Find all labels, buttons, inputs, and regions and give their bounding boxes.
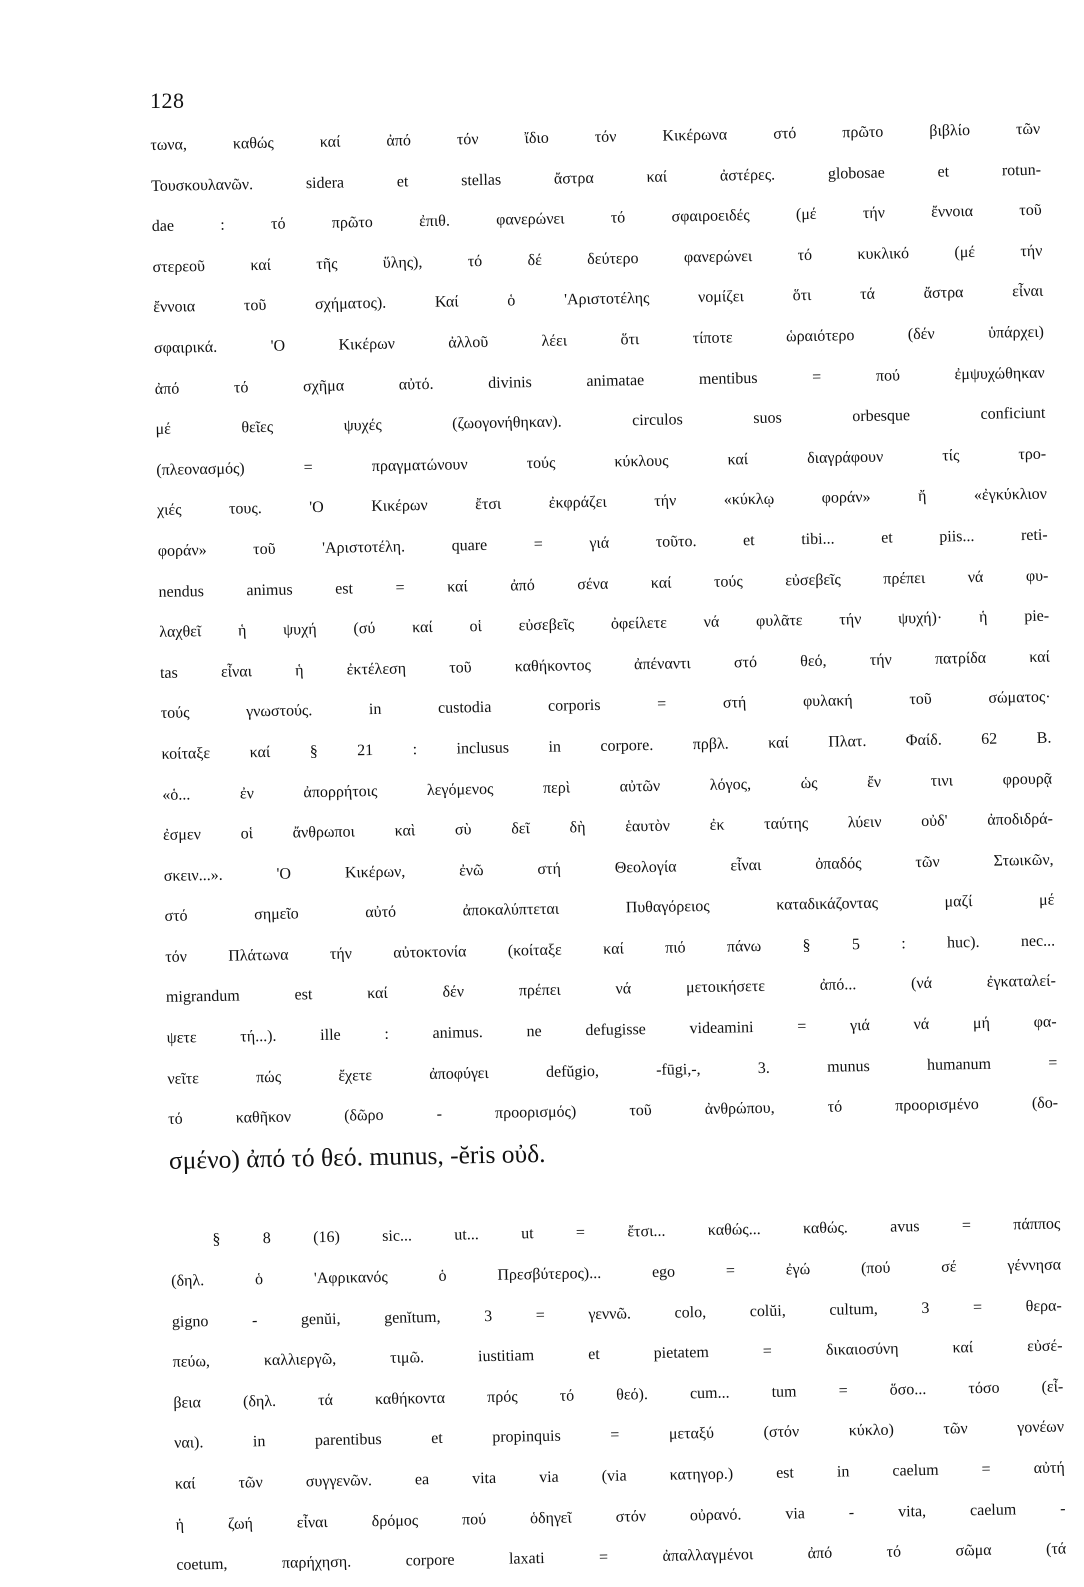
text-line: ἐσμεν οἱ ἄνθρωποι καὶ σὺ δεῖ δὴ ἑαυτὸν ἐκ ταύτης λύειν οὐδ' ἀποδιδρά- [162,810,1054,844]
text-line: coetum, παρήχηση. corpore laxati = ἀπαλλαγμένοι ἀπό τό σῶμα (τά [176,1540,1067,1574]
text-line: (δηλ. ὁ 'Αφρικανός ὁ Πρεσβύτερος)... ego = ἐγώ (πού σέ γέννησα [171,1256,1062,1290]
text-line: tas εἶναι ἡ ἐκτέλεση τοῦ καθήκοντος ἀπέναντι στό θεό, τήν πατρίδα καί [159,648,1051,682]
text-line: τό καθῆκον (δῶρο - προορισμός) τοῦ ἀνθρώπου, τό προορισμένο (δο- [168,1094,1059,1129]
text-line: «ὁ... ἐν ἀπορρήτοις λεγόμενος περὶ αὐτῶν λόγος, ὡς ἔν τινι φρουρᾷ [162,770,1053,804]
text-line: gigno - genŭi, genĭtum, 3 = γεννῶ. colo, colŭi, cultum, 3 = θερα- [171,1297,1062,1331]
text-line: κοίταξε καί § 21 : inclusus in corpore. πρβλ. καί Πλατ. Φαίδ. 62 Β. [161,729,1052,763]
text-line: dae : τό πρῶτο ἐπιθ. φανερώνει τό σφαιροειδές (μέ τήν ἔννοια τοῦ [151,201,1042,236]
paragraph-2 [170,1205,1067,1587]
text-line: πεύω, καλλιεργῶ, τιμῶ. iustitiam et pietatem = δικαιοσύνη καί εὐσέ- [172,1337,1063,1372]
text-line: τούς γνωστούς. in custodia corporis = στή φυλακή τοῦ σώματος· [160,688,1051,723]
text-line: σμένο) ἀπό τό θεό. munus, -ĕris οὐδ. [168,1138,546,1175]
text-line: ψετε τή...). ille : animus. ne defugisse videamini = γιά νά μή φα- [166,1013,1057,1047]
text-line: migrandum est καί δέν πρέπει νά μετοικήσετε ἀπό... (νά ἐγκαταλεί- [165,973,1056,1007]
text-line: χιές τους. 'Ο Κικέρων ἔτσι ἐκφράζει τήν «κύκλῳ φοράν» ἤ «ἐγκύκλιον [156,485,1048,520]
text-line: λαχθεῖ ἡ ψυχή (σύ καί οἱ εὐσεβεῖς ὀφείλετε νά φυλᾶτε τήν ψυχή)· ἡ pie- [159,607,1050,642]
text-line: ναι). in parentibus et propinquis = μεταξύ (στόν κύκλο) τῶν γονέων [173,1418,1065,1453]
text-line: ἔννοια τοῦ σχήματος). Καί ὁ 'Αριστοτέλης νομίζει ὅτι τά ἄστρα εἶναι [153,283,1044,317]
text-line: nendus animus est = καί ἀπό σένα καί τούς εὐσεβεῖς πρέπει νά φυ- [158,567,1049,601]
text-line: (πλεονασμός) = πραγματώνουν τούς κύκλους καί διαγράφουν τίς τρο- [156,445,1047,479]
text-line: καί τῶν συγγενῶν. ea vita via (via κατηγορ.) est in caelum = αὐτή [174,1459,1065,1493]
text-line: σφαιρικά. 'Ο Κικέρων ἀλλοῦ λέει ὅτι τίποτε ὡραιότερο (δέν ὑπάρχει) [153,323,1045,357]
body-text [150,110,1067,1587]
text-line: Τουσκουλανῶν. sidera et stellas ἄστρα καί ἀστέρες. globosae et rotun- [150,161,1042,195]
text-line: τωνα, καθώς καί ἀπό τόν ἴδιο τόν Κικέρωνα στό πρῶτο βιβλίο τῶν [150,120,1041,154]
paragraph-1 [150,110,1059,1182]
text-line: τόν Πλάτωνα τήν αὐτοκτονία (κοίταξε καί πιό πάνω § 5 : huc). nec... [165,932,1056,966]
text-line: μέ θεῖες ψυχές (ζωογονήθηκαν). circulos suos orbesque conficiunt [155,404,1046,439]
text-line: § 8 (16) sic... ut... ut = ἔτσι... καθώς... καθώς. avus = πάππος [212,1215,1061,1249]
text-line: νεῖτε πώς ἔχετε ἀποφύγει defŭgio, -fūgi,-, 3. munus humanum = [167,1054,1058,1088]
text-line: ἡ ζωή εἶναι δρόμος πού ὁδηγεῖ στόν οὐρανό. via - vita, caelum - [175,1500,1066,1534]
page-number: 128 [150,88,185,113]
text-line: σκειν...». 'Ο Κικέρων, ἐνῶ στή Θεολογία εἶναι ὀπαδός τῶν Στωικῶν, [163,851,1054,885]
text-line: βεια (δηλ. τά καθήκοντα πρός τό θεό). cum... tum = ὅσο... τόσο (εἶ- [173,1378,1064,1412]
text-line: στερεοῦ καί τῆς ὕλης), τό δέ δεύτερο φανερώνει τό κυκλικό (μέ τήν [152,242,1043,276]
text-line: ἀπό τό σχῆμα αὐτό. divinis animatae mentibus = πού ἐμψυχώθηκαν [154,364,1045,398]
text-line: στό σημεῖο αὐτό ἀποκαλύπτεται Πυθαγόρειος καταδικάζοντας μαζί μέ [164,891,1055,926]
text-line: φοράν» τοῦ 'Αριστοτέλη. quare = γιά τοῦτο. et tibi... et piis... reti- [157,526,1048,560]
